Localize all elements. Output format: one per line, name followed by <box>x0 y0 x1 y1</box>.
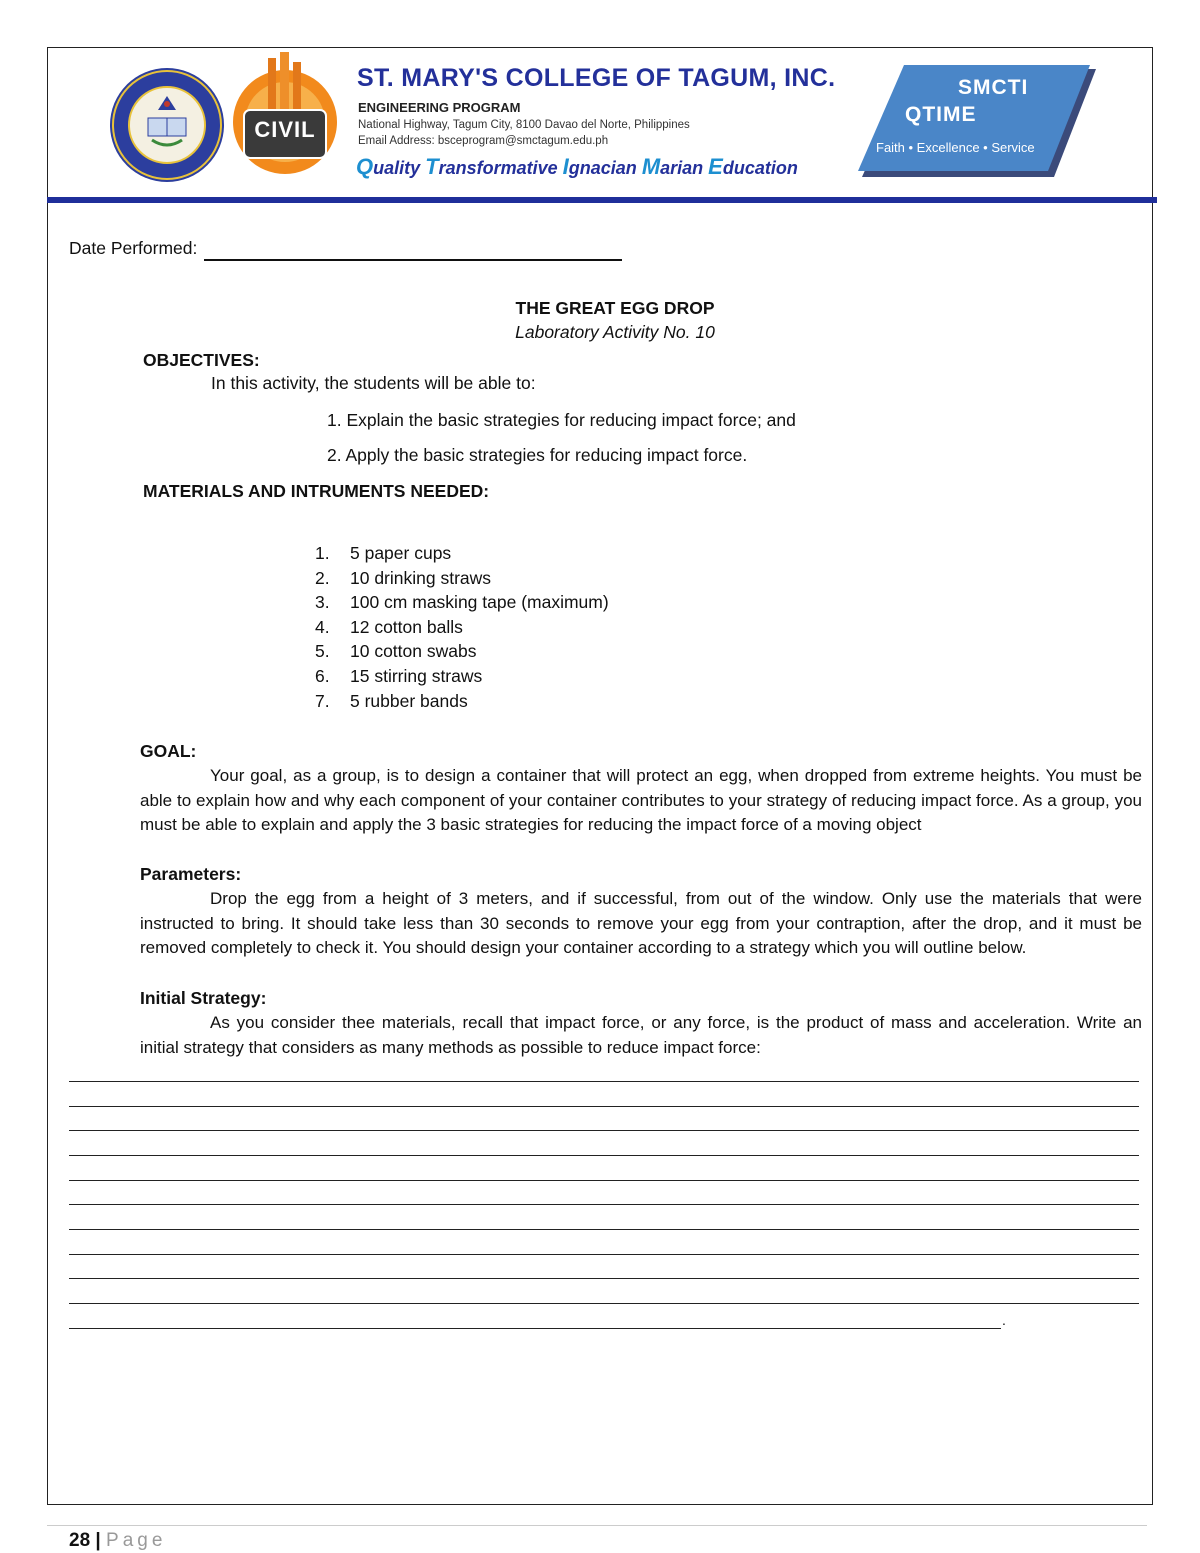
qtime-line2: QTIME <box>905 103 977 126</box>
answer-line[interactable] <box>69 1106 1139 1107</box>
qtime-tagline: Faith • Excellence • Service <box>876 140 1035 155</box>
answer-line[interactable] <box>69 1229 1139 1230</box>
objective-item: 2. Apply the basic strategies for reducing impact force. <box>327 445 748 465</box>
parameters-heading: Parameters: <box>140 864 242 884</box>
list-item-number: 2. <box>315 568 330 588</box>
goal-heading: GOAL: <box>140 741 197 761</box>
answer-line[interactable] <box>69 1278 1139 1279</box>
parameters-text: Drop the egg from a height of 3 meters, and if successful, from out of the window. Only use the materials that were instructed to bring. It should take less than 30 seconds to remove your egg from your contraption, after the drop, and it must be removed completely to check it. You should design your container according to a strategy which you will outline below. <box>140 889 1142 958</box>
initial-strategy-heading: Initial Strategy: <box>140 988 267 1008</box>
list-item-number: 5. <box>315 641 330 661</box>
date-field[interactable] <box>204 259 622 261</box>
school-address: National Highway, Tagum City, 8100 Davao del Norte, Philippines <box>358 119 690 131</box>
school-seal-logo <box>108 66 226 184</box>
answer-line[interactable] <box>69 1303 1139 1304</box>
list-item: 15 stirring straws <box>350 666 483 686</box>
answer-line[interactable] <box>69 1155 1139 1156</box>
list-item: 10 drinking straws <box>350 568 492 588</box>
civil-logo-word: CIVIL <box>254 117 316 142</box>
answer-line[interactable] <box>69 1081 1139 1082</box>
list-item-number: 1. <box>315 543 330 563</box>
answer-line[interactable] <box>69 1130 1139 1131</box>
school-email: Email Address: bsceprogram@smctagum.edu.ph <box>358 135 609 147</box>
list-item-number: 6. <box>315 666 330 686</box>
page-word: Page <box>106 1530 167 1551</box>
page-title: THE GREAT EGG DROP <box>515 298 715 318</box>
initial-strategy-text: As you consider thee materials, recall that impact force, or any force, is the product of mass and acceleration. Write an initial strategy that considers as many methods as possible to reduce impact force: <box>140 1013 1142 1057</box>
header-rule <box>47 197 1157 203</box>
list-item: 12 cotton balls <box>350 617 463 637</box>
civil-engineering-logo <box>230 50 340 180</box>
answer-end-mark: . <box>1002 1312 1006 1328</box>
list-item: 5 paper cups <box>350 543 452 563</box>
list-item-number: 7. <box>315 691 330 711</box>
answer-line[interactable] <box>69 1204 1139 1205</box>
page-subtitle: Laboratory Activity No. 10 <box>515 322 715 342</box>
goal-text: Your goal, as a group, is to design a container that will protect an egg, when dropped from extreme heights. You must be able to explain how and why each component of your container contributes to your strategy of reducing impact force. As a group, you must be able to explain and apply the 3 basic strategies for reducing the impact force of a moving object <box>140 766 1142 835</box>
answer-line[interactable] <box>69 1254 1139 1255</box>
date-label: Date Performed: <box>69 238 198 258</box>
school-motto: Quality Transformative Ignacian Marian Education <box>356 154 798 179</box>
list-item: 10 cotton swabs <box>350 641 477 661</box>
list-item-number: 4. <box>315 617 330 637</box>
program-name: ENGINEERING PROGRAM <box>358 100 521 115</box>
list-item: 5 rubber bands <box>350 691 468 711</box>
qtime-line1: SMCTI <box>958 76 1029 99</box>
school-name: ST. MARY'S COLLEGE OF TAGUM, INC. <box>357 64 836 92</box>
objectives-heading: OBJECTIVES: <box>143 350 260 370</box>
list-item-number: 3. <box>315 592 330 612</box>
objective-item: 1. Explain the basic strategies for reducing impact force; and <box>327 410 796 430</box>
materials-heading: MATERIALS AND INTRUMENTS NEEDED: <box>143 481 490 501</box>
page-number: 28 | Page <box>69 1530 167 1551</box>
answer-line[interactable] <box>69 1328 1001 1329</box>
list-item: 100 cm masking tape (maximum) <box>350 592 609 612</box>
footer-rule <box>47 1525 1147 1526</box>
answer-line[interactable] <box>69 1180 1139 1181</box>
objectives-intro: In this activity, the students will be able to: <box>211 373 536 393</box>
